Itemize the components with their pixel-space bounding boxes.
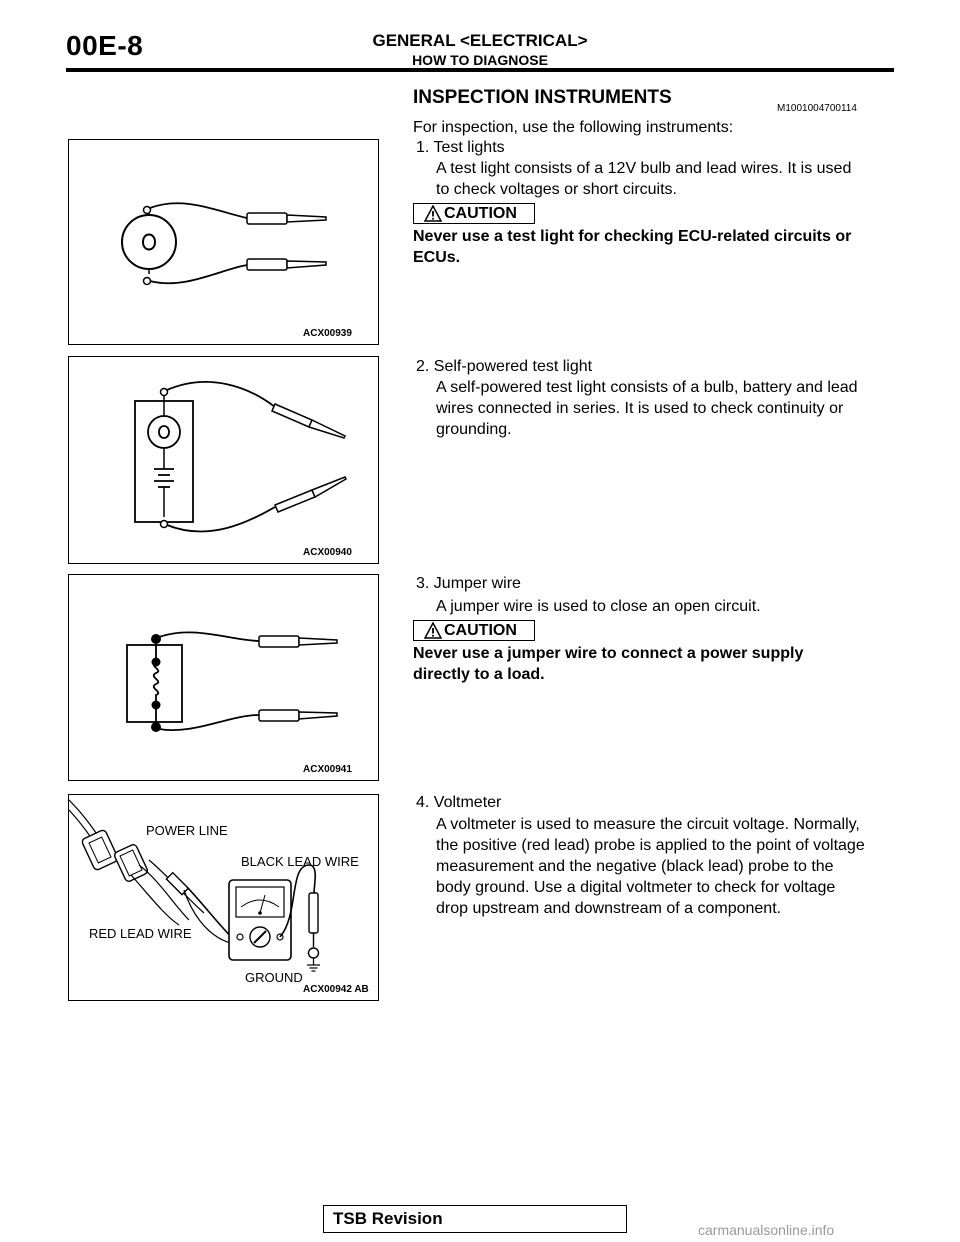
item-3-body-line: A jumper wire is used to close an open circuit. — [436, 598, 761, 615]
item-1-body-line: A test light consists of a 12V bulb and lead wires. It is used — [436, 160, 852, 177]
caution-text-1 — [413, 226, 851, 268]
caution-line: directly to a load. — [413, 666, 545, 683]
item-2-heading: 2. Self-powered test light — [416, 358, 593, 375]
item-4-body-line: drop upstream and downstream of a component. — [436, 900, 782, 917]
item-2-body-line: wires connected in series. It is used to check continuity or — [436, 400, 844, 417]
test-light-diagram — [69, 140, 378, 344]
callout-power-line: POWER LINE — [146, 823, 228, 838]
item-4-body-line: the positive (red lead) probe is applied to the point of voltage — [436, 837, 865, 854]
caution-line: ECUs. — [413, 249, 461, 266]
section-code: M1001004700114 — [777, 103, 857, 114]
warning-icon — [424, 622, 442, 639]
section-title: INSPECTION INSTRUMENTS — [413, 87, 672, 108]
item-2-body — [414, 377, 858, 440]
jumper-wire-diagram — [69, 575, 378, 780]
item-4-heading: 4. Voltmeter — [416, 794, 502, 811]
figure-label: ACX00941 — [303, 764, 352, 775]
item-4-body-line: measurement and the negative (black lead) probe to the — [436, 858, 834, 875]
callout-red-lead-wire: RED LEAD WIRE — [89, 926, 192, 941]
item-1-heading: 1. Test lights — [416, 139, 505, 156]
callout-ground: GROUND — [245, 970, 303, 985]
figure-label: ACX00940 — [303, 547, 352, 558]
header-subtitle: HOW TO DIAGNOSE — [412, 52, 548, 68]
figure-jumper-wire — [68, 574, 379, 781]
item-4-body — [414, 814, 865, 919]
caution-line: Never use a jumper wire to connect a power supply — [413, 645, 804, 662]
watermark: carmanualsonline.info — [698, 1222, 835, 1238]
header-title: GENERAL <ELECTRICAL> — [372, 31, 588, 50]
header-rule — [66, 68, 894, 72]
item-4-body-line: A voltmeter is used to measure the circuit voltage. Normally, — [436, 816, 860, 833]
footer-tsb-revision: TSB Revision — [333, 1209, 443, 1228]
caution-line: Never use a test light for checking ECU-related circuits or — [413, 228, 852, 245]
item-1-body-line: to check voltages or short circuits. — [436, 181, 677, 198]
figure-label: ACX00939 — [303, 328, 352, 339]
figure-label: ACX00942 AB — [303, 984, 369, 995]
caution-label: CAUTION — [444, 205, 517, 222]
caution-box-1 — [413, 203, 535, 224]
section-intro: For inspection, use the following instruments: — [413, 119, 734, 136]
page-number: 00E-8 — [66, 30, 144, 61]
item-3-heading: 3. Jumper wire — [416, 575, 521, 592]
self-powered-test-light-diagram — [69, 357, 378, 563]
item-3-body — [414, 596, 761, 617]
caution-label: CAUTION — [444, 622, 517, 639]
item-4-body-line: body ground. Use a digital voltmeter to check for voltage — [436, 879, 836, 896]
callout-black-lead-wire: BLACK LEAD WIRE — [241, 854, 359, 869]
item-2-body-line: A self-powered test light consists of a bulb, battery and lead — [436, 379, 858, 396]
caution-text-2 — [413, 643, 803, 685]
item-1-body — [414, 158, 851, 200]
item-2-body-line: grounding. — [436, 421, 512, 438]
figure-self-powered-test-light — [68, 356, 379, 564]
figure-voltmeter — [68, 794, 379, 1001]
caution-box-2 — [413, 620, 535, 641]
warning-icon — [424, 205, 442, 222]
figure-test-light — [68, 139, 379, 345]
